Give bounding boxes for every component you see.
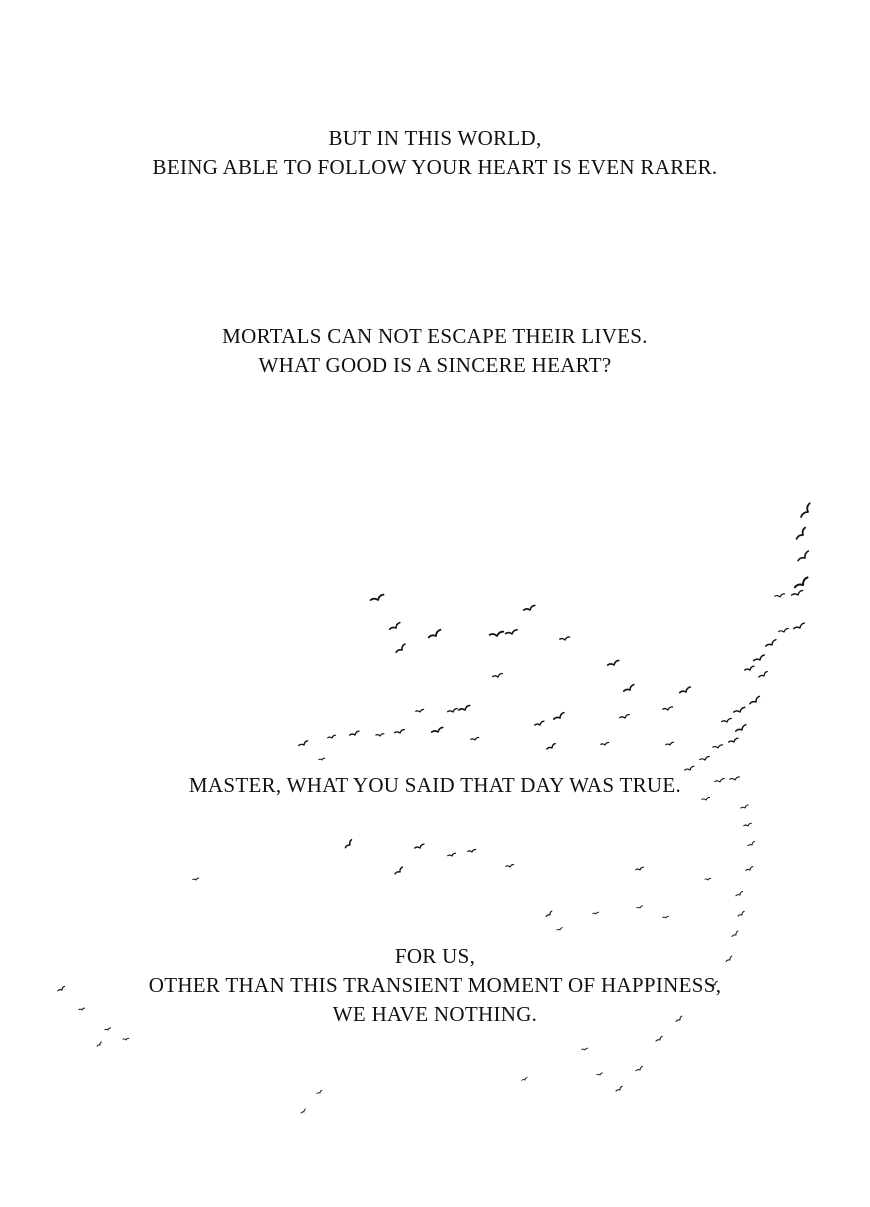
bird-icon (523, 605, 535, 612)
caption-fourth-line-1: FOR US, (394, 944, 476, 968)
bird-icon (738, 911, 746, 917)
bird-icon (546, 743, 556, 750)
bird-icon (395, 867, 404, 875)
caption-first-line-1: BUT IN THIS WORLD, (328, 126, 542, 150)
bird-icon (797, 551, 810, 563)
bird-icon (753, 655, 765, 663)
bird-icon (775, 594, 785, 598)
bird-icon (448, 708, 458, 713)
bird-icon (123, 1038, 129, 1040)
bird-icon (328, 735, 336, 739)
bird-icon (557, 928, 563, 931)
bird-icon (416, 709, 424, 712)
bird-icon (636, 1066, 644, 1072)
bird-icon (560, 637, 570, 641)
caption-third-line-1: MASTER, WHAT YOU SAID THAT DAY WAS TRUE. (188, 773, 682, 797)
caption-fourth-line-3: WE HAVE NOTHING. (332, 1002, 538, 1026)
bird-icon (389, 623, 401, 631)
bird-icon (370, 594, 384, 602)
bird-icon (448, 853, 456, 857)
bird-icon (749, 696, 760, 705)
bird-icon (732, 931, 739, 938)
bird-icon (193, 878, 199, 880)
bird-icon (623, 685, 635, 693)
bird-icon (490, 631, 504, 637)
bird-icon (414, 844, 424, 850)
bird-icon (376, 734, 384, 737)
bird-icon (636, 867, 644, 871)
bird-icon (666, 742, 674, 746)
bird-icon (546, 911, 553, 918)
bird-icon (656, 1036, 664, 1042)
bird-icon (468, 849, 476, 852)
bird-icon (748, 841, 756, 847)
bird-icon (794, 577, 809, 589)
bird-icon (317, 1090, 323, 1094)
bird-icon (298, 741, 308, 747)
bird-icon (428, 630, 442, 640)
bird-icon (522, 1077, 528, 1081)
caption-second-line-2: WHAT GOOD IS A SINCERE HEART? (258, 353, 612, 377)
bird-icon (506, 864, 514, 867)
caption-fourth (0, 942, 870, 1029)
bird-icon (637, 906, 643, 909)
bird-icon (705, 878, 711, 880)
bird-icon (800, 503, 812, 518)
bird-icon (616, 1086, 624, 1092)
bird-icon (301, 1109, 307, 1114)
bird-icon (471, 737, 479, 740)
bird-icon (728, 738, 738, 744)
bird-icon (765, 640, 777, 648)
bird-icon (663, 916, 669, 918)
bird-icon (791, 590, 803, 597)
bird-icon (345, 840, 353, 849)
caption-fourth-line-2: OTHER THAN THIS TRANSIENT MOMENT OF HAPPINESS, (148, 973, 722, 997)
bird-icon (700, 756, 710, 761)
bird-icon (620, 714, 630, 719)
bird-icon (458, 705, 470, 712)
caption-first (0, 124, 870, 182)
bird-icon (741, 805, 749, 810)
bird-icon (493, 673, 503, 678)
bird-icon (396, 644, 407, 654)
bird-icon (779, 628, 789, 633)
bird-icon (431, 727, 443, 734)
bird-icon (679, 687, 691, 695)
bird-icon (601, 742, 609, 745)
bird-icon (593, 912, 599, 914)
bird-icon (793, 623, 805, 631)
bird-icon (319, 758, 325, 760)
bird-icon (746, 867, 754, 872)
caption-second-line-1: MORTALS CAN NOT ESCAPE THEIR LIVES. (222, 324, 648, 348)
bird-icon (349, 731, 359, 737)
bird-icon (395, 729, 405, 734)
bird-icon (722, 718, 732, 723)
bird-icon (744, 823, 752, 827)
bird-icon (534, 721, 544, 727)
bird-icon (736, 891, 744, 897)
bird-icon (663, 707, 673, 711)
bird-icon (597, 1073, 603, 1076)
bird-icon (97, 1042, 103, 1047)
bird-icon (713, 745, 723, 749)
bird-icon (758, 671, 768, 678)
bird-icon (796, 527, 808, 540)
caption-second (0, 322, 870, 380)
bird-icon (553, 713, 565, 721)
caption-third (0, 771, 870, 800)
bird-icon (744, 666, 754, 672)
bird-icon (607, 660, 619, 667)
bird-icon (582, 1048, 588, 1050)
bird-icon (505, 630, 517, 636)
bird-icon (735, 725, 747, 733)
bird-icon (733, 707, 745, 714)
caption-first-line-2: BEING ABLE TO FOLLOW YOUR HEART IS EVEN RARER. (152, 155, 718, 179)
